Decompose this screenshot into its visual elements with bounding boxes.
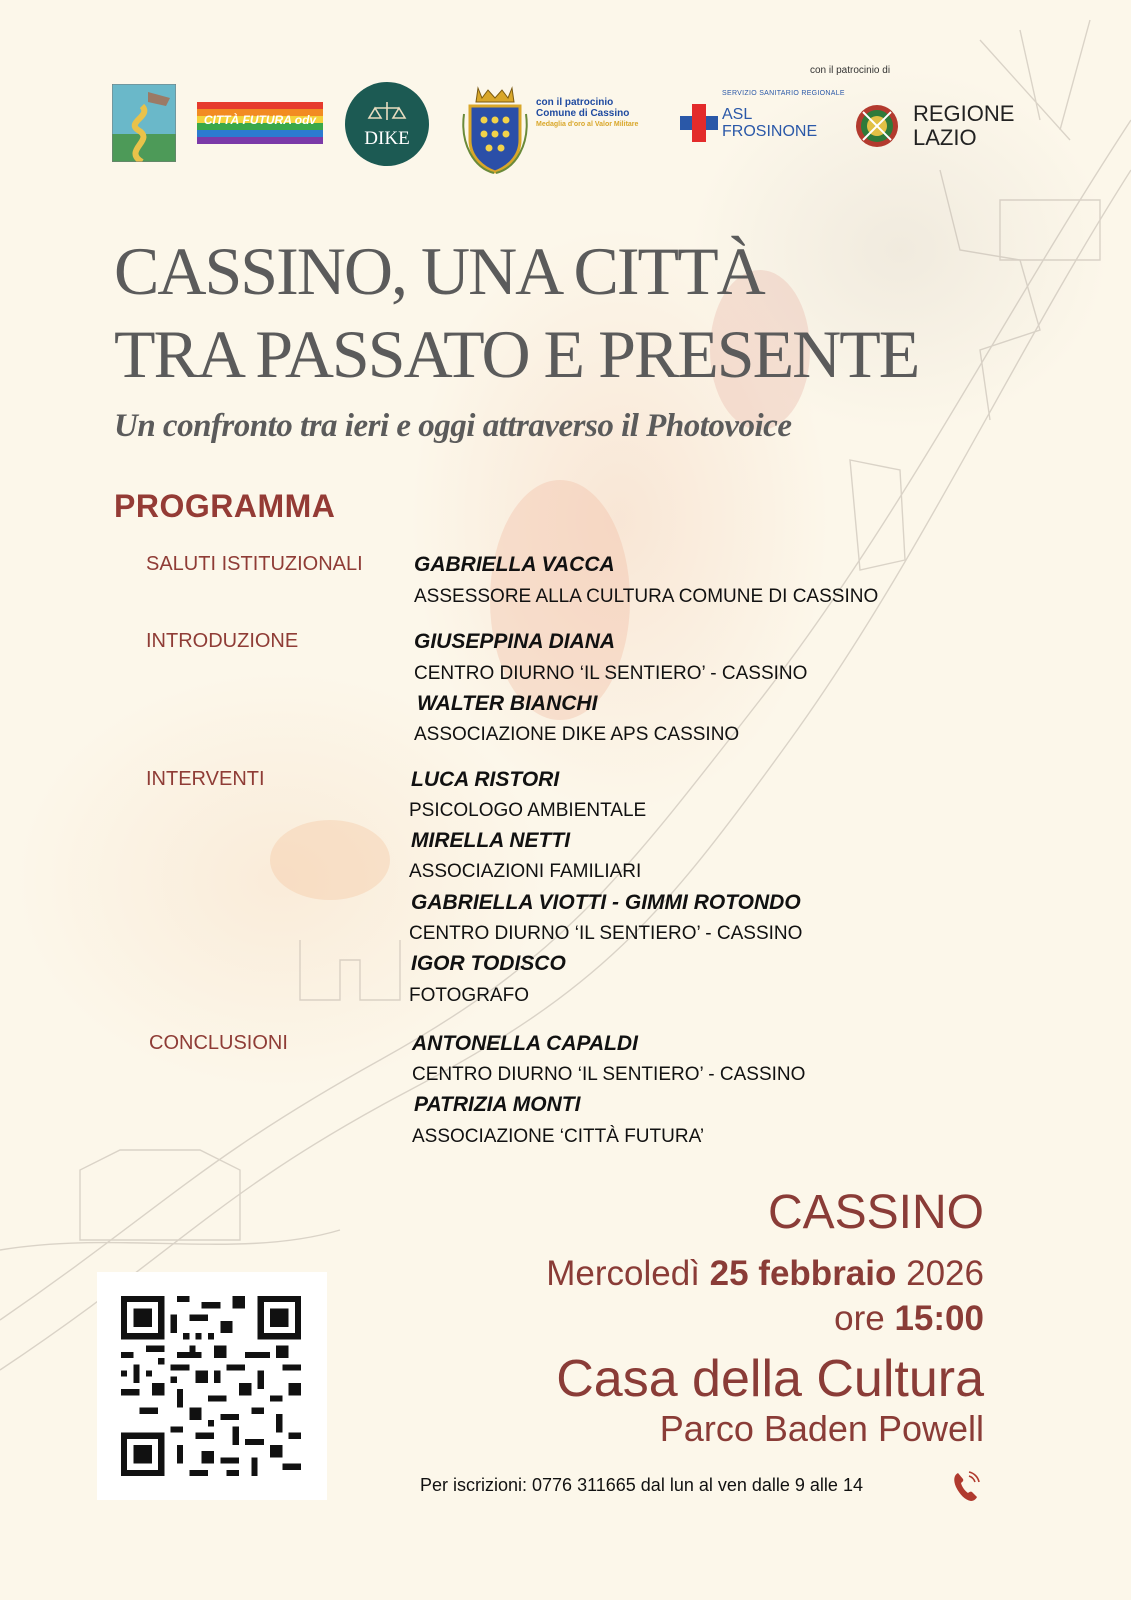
phone-icon[interactable]: [952, 1470, 980, 1504]
registration-info: Per iscrizioni: 0776 311665 dal lun al ven dalle 9 alle 14: [420, 1475, 863, 1495]
speaker-name: LUCA RISTORI: [411, 768, 560, 791]
section-label-introduzione: INTRODUZIONE: [146, 630, 299, 652]
event-venue: Casa della Cultura: [556, 1350, 984, 1408]
speaker-role: CENTRO DIURNO ‘IL SENTIERO’ - CASSINO: [412, 1064, 806, 1085]
speaker-role: ASSOCIAZIONI FAMILIARI: [409, 861, 642, 882]
speaker-name: ANTONELLA CAPALDI: [412, 1032, 638, 1055]
event-weekday: Mercoledì: [546, 1254, 700, 1293]
regione-line-1: REGIONE: [913, 101, 1015, 126]
speaker-name: WALTER BIANCHI: [417, 692, 598, 715]
programma-heading: PROGRAMMA: [114, 488, 336, 524]
speaker-role: CENTRO DIURNO ‘IL SENTIERO’ - CASSINO: [409, 923, 803, 944]
title-line-2: TRA PASSATO E PRESENTE: [114, 316, 919, 392]
dike-scales-icon: [345, 82, 429, 166]
speaker-name: GIUSEPPINA DIANA: [414, 630, 616, 653]
regione-lazio-emblem-icon: [855, 104, 899, 148]
speaker-name: MIRELLA NETTI: [411, 829, 571, 852]
speaker-name: GABRIELLA VACCA: [414, 553, 615, 576]
event-day-month: 25 febbraio: [709, 1254, 897, 1293]
qr-code[interactable]: [97, 1272, 327, 1500]
regione-line-2: LAZIO: [913, 125, 977, 150]
speaker-name: IGOR TODISCO: [411, 952, 566, 975]
asl-service-label: SERVIZIO SANITARIO REGIONALE: [722, 90, 845, 97]
event-date: [546, 1254, 984, 1294]
patron-note: con il patrocinio di: [810, 65, 891, 76]
comune-cassino-crest-icon: [460, 84, 530, 174]
asl-line-1: ASL: [722, 106, 753, 123]
regione-logo-text: [913, 102, 1014, 150]
speaker-role: ASSESSORE ALLA CULTURA COMUNE DI CASSINO: [414, 586, 879, 607]
speaker-role: ASSOCIAZIONE ‘CITTÀ FUTURA’: [412, 1126, 705, 1147]
speaker-name: GABRIELLA VIOTTI - GIMMI ROTONDO: [411, 891, 801, 914]
event-time-value: 15:00: [894, 1299, 984, 1338]
speaker-role: PSICOLOGO AMBIENTALE: [409, 800, 647, 821]
speaker-role: ASSOCIAZIONE DIKE APS CASSINO: [414, 724, 740, 745]
event-time: [834, 1299, 984, 1339]
title-line-1: CASSINO, UNA CITTÀ: [114, 233, 764, 309]
qr-code-icon: [121, 1296, 301, 1476]
asl-line-2: FROSINONE: [722, 123, 818, 140]
dike-logo-text: DIKE: [364, 128, 410, 149]
comune-line-2: Comune di Cassino: [536, 108, 630, 119]
asl-cross-icon: [680, 104, 718, 142]
speaker-role: FOTOGRAFO: [409, 985, 529, 1006]
section-label-conclusioni: CONCLUSIONI: [149, 1032, 288, 1054]
speaker-role: CENTRO DIURNO ‘IL SENTIERO’ - CASSINO: [414, 663, 808, 684]
event-year: 2026: [906, 1254, 984, 1293]
event-city: CASSINO: [767, 1186, 984, 1239]
asl-logo-text: [722, 106, 817, 140]
subtitle: Un confronto tra ieri e oggi attraverso il Photovoice: [114, 408, 792, 444]
section-label-saluti: SALUTI ISTITUZIONALI: [146, 553, 363, 575]
speaker-name: PATRIZIA MONTI: [414, 1093, 581, 1116]
comune-line-3: Medaglia d'oro al Valor Militare: [536, 121, 639, 128]
event-time-prefix: ore: [834, 1299, 885, 1338]
comune-line-1: con il patrocinio: [536, 97, 614, 108]
association-logo-icon: [112, 84, 176, 162]
citta-futura-logo-text: CITTÀ FUTURA odv: [203, 113, 317, 127]
section-label-interventi: INTERVENTI: [146, 768, 265, 790]
event-venue-sub: Parco Baden Powell: [659, 1408, 984, 1449]
comune-patrocinio-label: [536, 97, 638, 130]
